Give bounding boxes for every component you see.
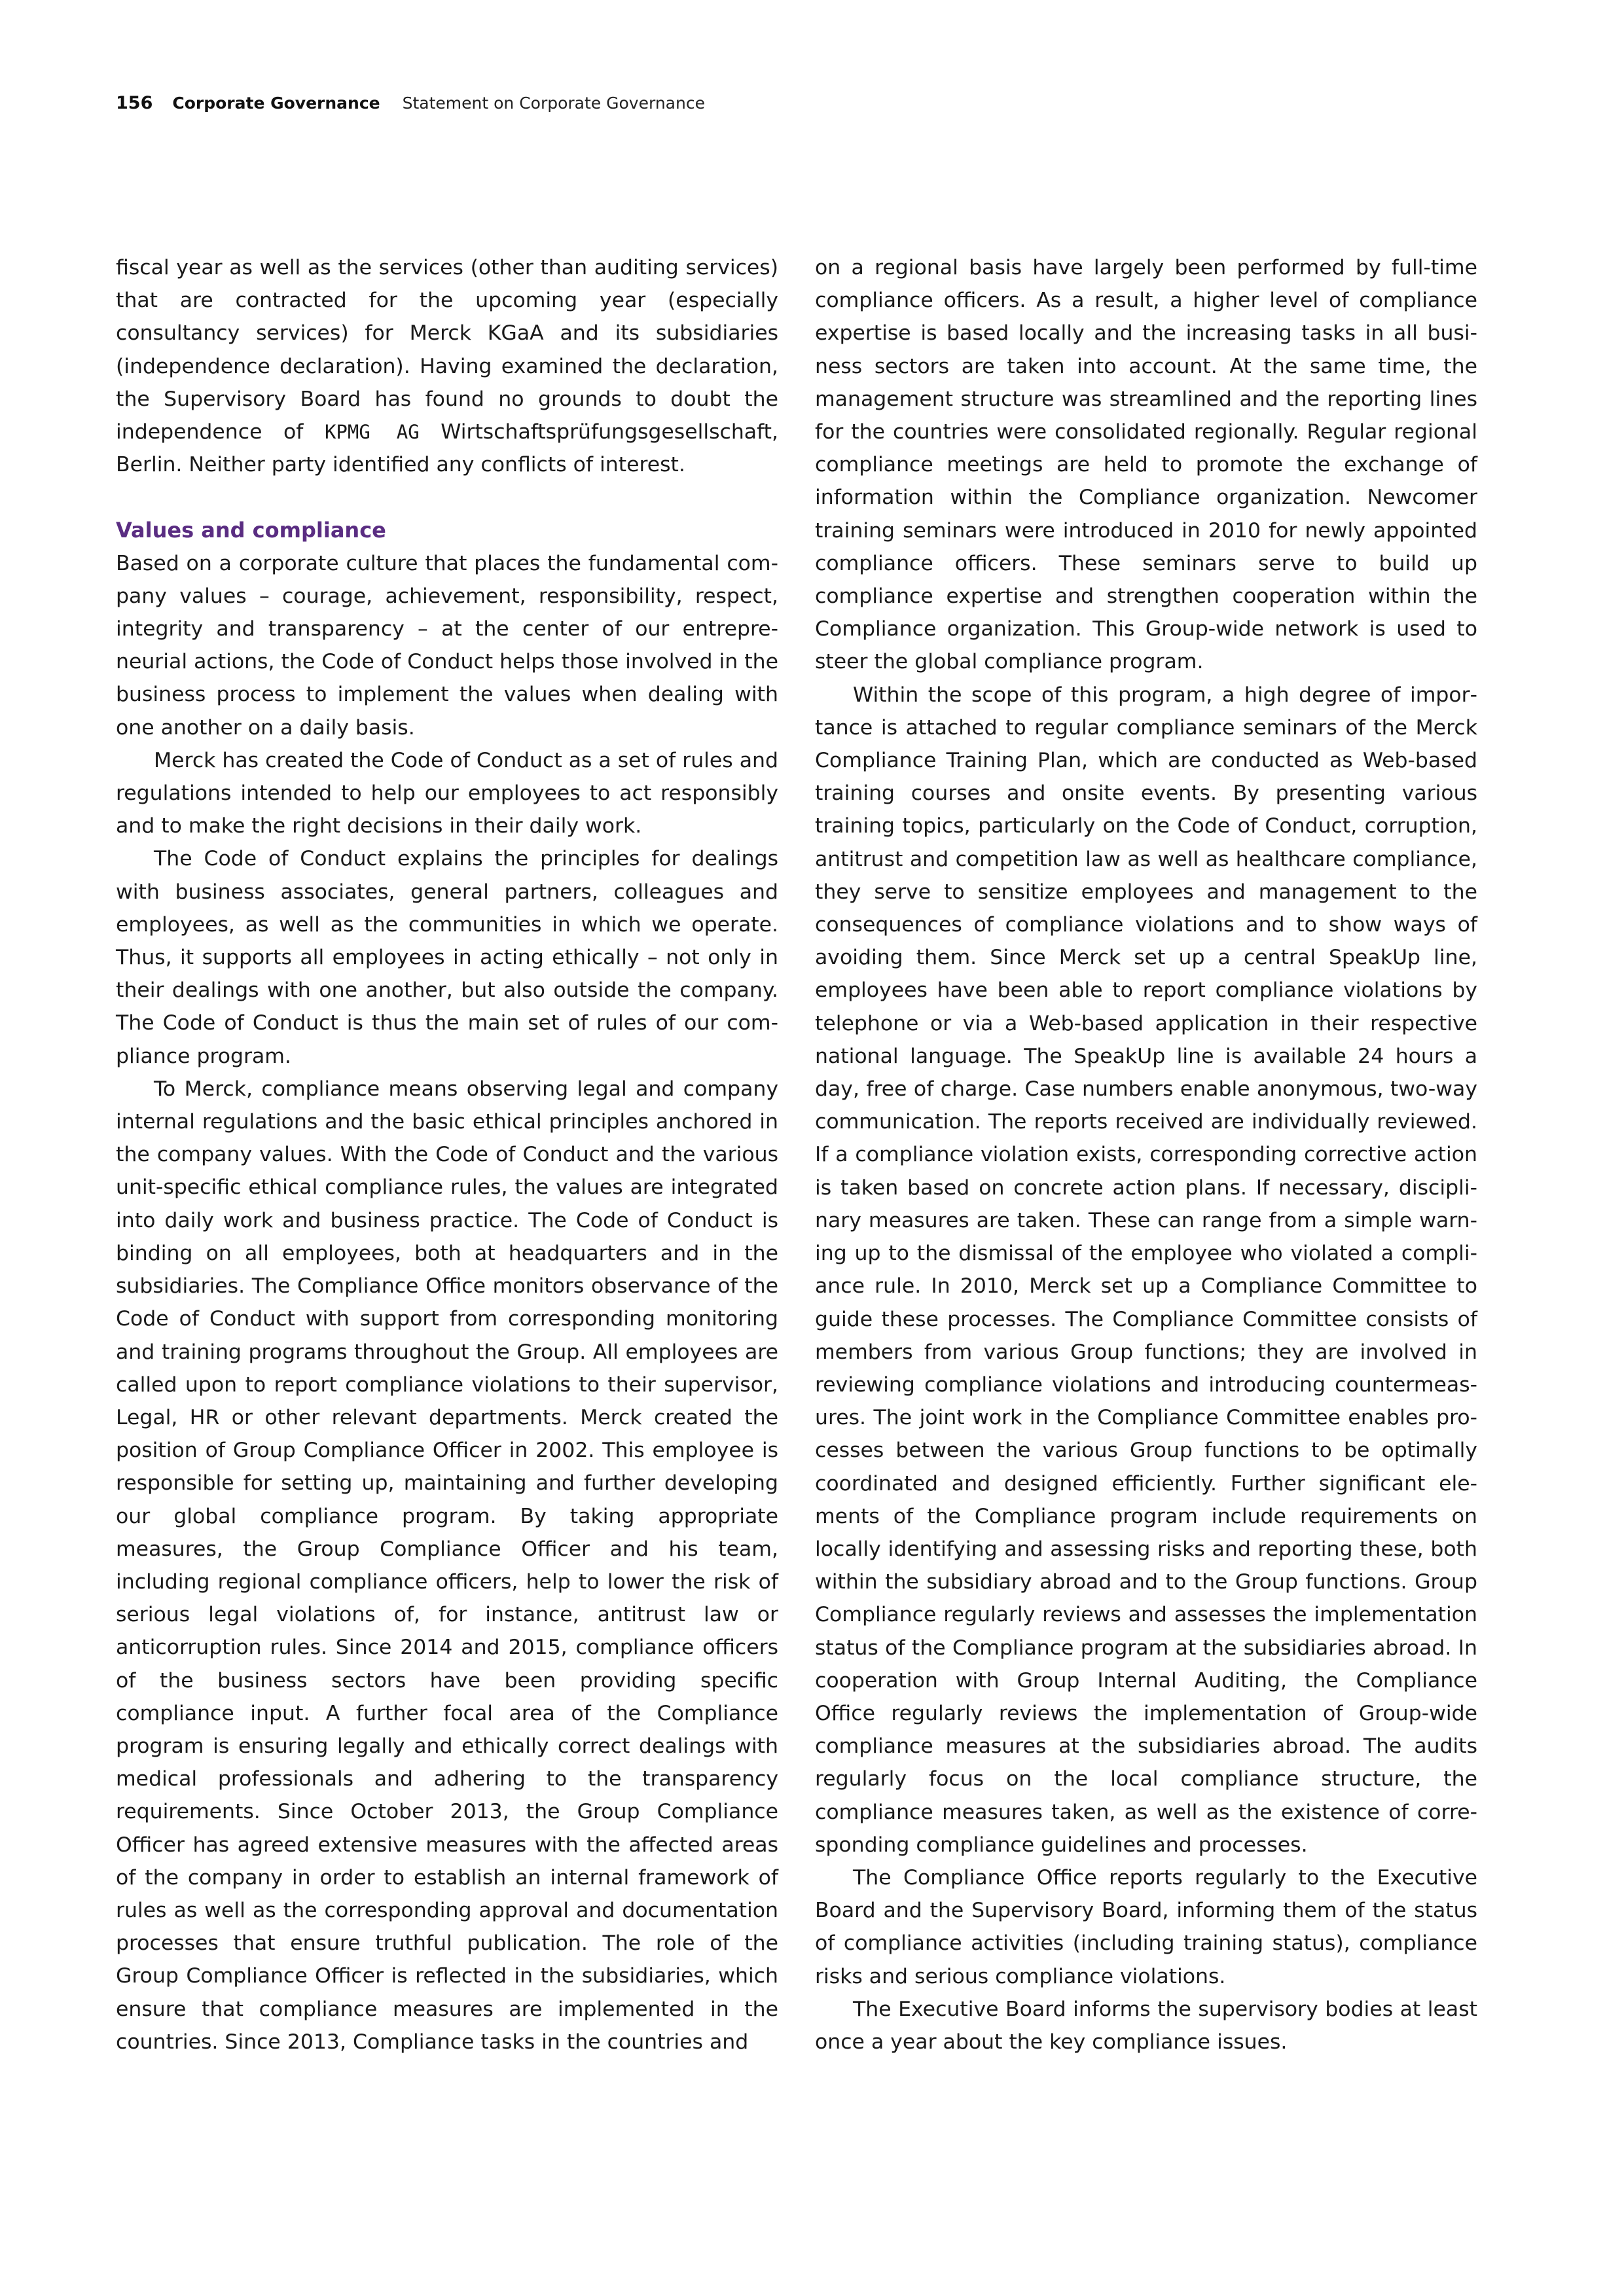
page-header (116, 93, 705, 119)
paragraph: Based on a corporate culture that places the fundamental company values – courage, achievement, responsibility, respect, integrity and transparency – at the center of our entrepreneurial actions, the Code of Conduct helps those involved in the business process to implement the values when dealing with one another on a daily basis. (116, 551, 778, 740)
paragraph: Within the scope of this program, a high degree of importance is attached to regular compliance seminars of the Merck Compliance Training Plan, which are conducted as Web-based training courses and onsite events. By presenting various training topics, particularly on the Code of Conduct, corruption, antitrust and competition law as well as healthcare compliance, they serve to sensitize employees and management to the consequences of compliance violations and to show ways of avoiding them. Since Merck set up a central SpeakUp line, employees have been able to report compliance violations by telephone or via a Web-based application in their respective national language. The SpeakUp line is available 24 hours a day, free of charge. Case numbers enable anonymous, two-way communication. The reports received are individually reviewed. If a compliance violation exists, corresponding corrective action is taken based on concrete action plans. If necessary, disciplinary measures are taken. These can range from a simple warning up to the dismissal of the employee who violated a compliance rule. In 2010, Merck set up a Compliance Committee to guide these processes. The Compliance Committee consists of members from various Group functions; they are involved in reviewing compliance violations and introducing countermeasures. The joint work in the Compliance Committee enables processes between the various Group functions to be optimally coordinated and designed efficiently. Further significant elements of the Compliance program include requirements on locally identifying and assessing risks and reporting these, both within the subsidiary abroad and to the Group functions. Group Compliance regularly reviews and assesses the implementation status of the Compliance program at the subsidiaries abroad. In cooperation with Group Internal Auditing, the Compliance Office regularly reviews the implementation of Group-wide compliance measures at the subsidiaries abroad. The audits regularly focus on the local compliance structure, the compliance measures taken, as well as the existence of corresponding compliance guidelines and processes. (815, 683, 1477, 1857)
paragraph: To Merck, compliance means observing legal and company internal regulations and the basic ethical principles anchored in the company values. With the Code of Conduct and the various unit-specific ethical compliance rules, the values are integrated into daily work and business practice. The Code of Conduct is binding on all employees, both at headquarters and in the subsidiaries. The Compliance Office monitors observance of the Code of Conduct with support from corresponding monitoring and training programs throughout the Group. All employees are called upon to report compliance violations to their supervisor, Legal, HR or other relevant departments. Merck created the position of Group Compliance Officer in 2002. This employee is responsible for setting up, maintaining and further developing our global compliance program. By taking appropriate measures, the Group Compliance Officer and his team, including regional compliance officers, help to lower the risk of serious legal violations of, for instance, antitrust law or anticorruption rules. Since 2014 and 2015, compliance officers of the business sectors have been providing specific compliance input. A further focal area of the Compliance program is ensuring legally and ethically correct dealings with medical professionals and adhering to the transparency requirements. Since October 2013, the Group Compliance Officer has agreed extensive measures with the affected areas of the company in order to establish an internal framework of rules as well as the corresponding approval and documentation processes that ensure truthful publication. The role of the Group Compliance Officer is reflected in the subsidiaries, which ensure that compliance measures are implemented in the countries. Since 2013, Compliance tasks in the countries and (116, 1077, 778, 2054)
paragraph: Merck has created the Code of Conduct as a set of rules and regulations intended to help our employees to act responsibly and to make the right decisions in their daily work. (116, 748, 778, 838)
right-column (815, 251, 1477, 2058)
section-subtitle: Statement on Corporate Governance (402, 94, 705, 113)
left-column (116, 251, 778, 2058)
paragraph-text: fiscal year as well as the services (other than auditing services) that are contracted for the upcoming year (especially consultancy services) for Merck KGaA and its subsidiaries (independence declaration). Having examined the declaration, the Supervisory Board has found no grounds to doubt the independence of (116, 256, 778, 444)
paragraph-text: Wirtschaftsprüfungsgesellschaft, Berlin. Neither party identified any conflicts of interest. (116, 420, 778, 477)
section-heading: Values and compliance (116, 518, 386, 543)
paragraph: The Executive Board informs the supervisory bodies at least once a year about the key compliance issues. (815, 1997, 1477, 2054)
paragraph-independence (116, 251, 778, 481)
auditor-name: KPMG AG (324, 421, 420, 444)
section-title: Corporate Governance (172, 94, 380, 113)
paragraph: on a regional basis have largely been performed by full-time compliance officers. As a result, a higher level of compliance expertise is based locally and the increasing tasks in all business sectors are taken into account. At the same time, the management structure was streamlined and the reporting lines for the countries were consolidated regionally. Regular regional compliance meetings are held to promote the exchange of information within the Compliance organization. Newcomer training seminars were introduced in 2010 for newly appointed compliance officers. These seminars serve to build up compliance expertise and strengthen cooperation within the Compliance organization. This Group-wide network is used to steer the global compliance program. (815, 256, 1477, 674)
paragraph: The Code of Conduct explains the principles for dealings with business associates, general partners, colleagues and employees, as well as the communities in which we operate. Thus, it supports all employees in acting ethically – not only in their dealings with one another, but also outside the company. The Code of Conduct is thus the main set of rules of our compliance program. (116, 847, 778, 1068)
page-number: 156 (116, 93, 153, 113)
paragraph: The Compliance Office reports regularly to the Executive Board and the Supervisory Board, informing them of the status of compliance activities (including training status), compliance risks and serious compliance violations. (815, 1865, 1477, 1988)
